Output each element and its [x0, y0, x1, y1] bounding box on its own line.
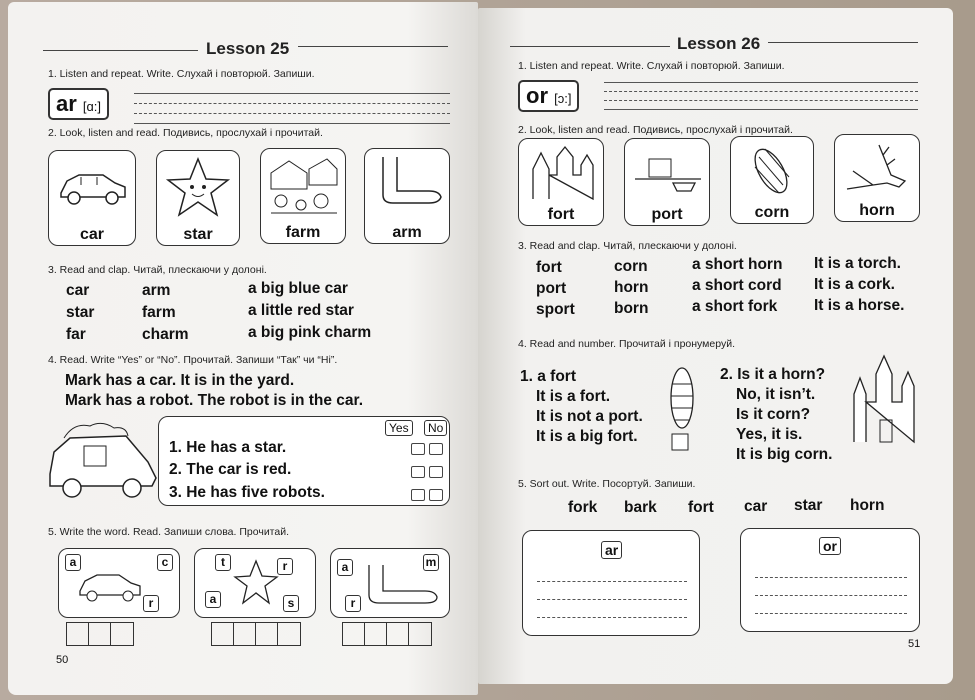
writing-line — [134, 93, 450, 94]
writing-line[interactable] — [537, 617, 687, 618]
left-page — [8, 2, 478, 695]
picture-star — [156, 150, 240, 246]
letter-tile: r — [277, 558, 293, 575]
deer-icon — [843, 141, 913, 199]
picture-arm — [364, 148, 450, 244]
reading-line: 2. Is it a horn? — [720, 366, 826, 383]
task-4-instruction: 4. Read and number. Прочитай і пронумеруй. — [518, 338, 735, 350]
letter-tile: t — [215, 554, 231, 571]
sound-letters: ar — [56, 91, 77, 116]
picture-caption: horn — [859, 202, 895, 219]
writing-line — [134, 103, 450, 104]
sound-box — [518, 80, 579, 112]
letter-tile: s — [283, 595, 299, 612]
writing-line[interactable] — [537, 599, 687, 600]
letter-tile: r — [345, 595, 361, 612]
arm-icon — [365, 561, 441, 611]
picture-caption: fort — [547, 206, 575, 223]
word: charm — [142, 326, 189, 343]
letter-tile: m — [423, 554, 439, 571]
reading-line: It is a fort. — [536, 388, 611, 405]
reading-line: No, it isn’t. — [736, 386, 816, 403]
sort-word: car — [744, 498, 768, 515]
sound-ipa: [ɑ:] — [82, 99, 101, 114]
phrase: a short cord — [692, 277, 782, 294]
phrase: a little red star — [248, 302, 354, 319]
reading-line: Yes, it is. — [736, 426, 803, 443]
farm-icon — [269, 155, 339, 219]
corn-icon — [660, 364, 704, 454]
picture-caption: port — [651, 206, 683, 223]
word: sport — [536, 301, 575, 318]
reading-line: Is it corn? — [736, 406, 811, 423]
statement: 2. The car is red. — [169, 461, 292, 478]
answer-checkbox[interactable] — [429, 466, 443, 478]
page-number: 50 — [56, 654, 69, 666]
letter-tile: a — [337, 559, 353, 576]
sound-letters: or — [526, 83, 548, 108]
picture-farm — [260, 148, 346, 244]
car-icon — [77, 565, 143, 605]
letter-tile: a — [205, 591, 221, 608]
picture-caption: farm — [285, 224, 321, 241]
sort-word: star — [794, 497, 823, 514]
letters-box-star — [194, 548, 316, 618]
picture-fort — [518, 138, 604, 226]
picture-caption: star — [183, 226, 213, 243]
word: star — [66, 304, 95, 321]
phrase: a short fork — [692, 298, 778, 315]
letter-tile: a — [65, 554, 81, 571]
task-2-instruction: 2. Look, listen and read. Подивись, прослухай і прочитай. — [518, 124, 793, 136]
corn-icon — [739, 143, 807, 201]
word: born — [614, 300, 649, 317]
answer-checkbox[interactable] — [411, 466, 425, 478]
writing-line — [604, 100, 918, 101]
divider — [510, 46, 670, 47]
writing-line — [134, 123, 450, 124]
letters-box-car — [58, 548, 180, 618]
yes-no-box — [158, 416, 450, 506]
sort-word: bark — [624, 499, 657, 516]
port-icon — [633, 145, 703, 201]
task-4-instruction: 4. Read. Write “Yes” or “No”. Прочитай. Запиши “Так” чи “Ні”. — [48, 354, 338, 366]
yes-label: Yes — [385, 420, 413, 436]
task-3-instruction: 3. Read and clap. Читай, плескаючи у долоні. — [518, 240, 737, 252]
picture-port — [624, 138, 710, 226]
story-sentence: Mark has a robot. The robot is in the car. — [65, 392, 364, 409]
writing-line[interactable] — [755, 595, 907, 596]
sort-label: or — [819, 537, 841, 555]
writing-line[interactable] — [755, 577, 907, 578]
task-2-instruction: 2. Look, listen and read. Подивись, прослухай і прочитай. — [48, 127, 323, 139]
picture-caption: car — [79, 226, 105, 243]
picture-car — [48, 150, 136, 246]
answer-cells[interactable] — [66, 622, 134, 646]
phrase: a short horn — [692, 256, 783, 273]
castle-icon — [527, 145, 597, 201]
word: corn — [614, 258, 648, 275]
answer-checkbox[interactable] — [411, 443, 425, 455]
sort-word: fork — [568, 499, 598, 516]
sort-label: ar — [601, 541, 622, 559]
answer-checkbox[interactable] — [411, 489, 425, 501]
sort-box-or — [740, 528, 920, 632]
picture-horn — [834, 134, 920, 222]
task-1-instruction: 1. Listen and repeat. Write. Слухай і повторюй. Запиши. — [48, 68, 315, 80]
divider — [768, 42, 918, 43]
page-number: 51 — [908, 638, 921, 650]
right-page — [478, 8, 953, 684]
answer-cells[interactable] — [342, 622, 432, 646]
reading-line: It is not a port. — [536, 408, 643, 425]
lesson-title: Lesson 26 — [677, 34, 761, 53]
task-5-instruction: 5. Write the word. Read. Запиши слова. Прочитай. — [48, 526, 289, 538]
letters-box-arm — [330, 548, 450, 618]
word: horn — [614, 279, 649, 296]
answer-checkbox[interactable] — [429, 443, 443, 455]
lesson-title: Lesson 25 — [206, 39, 290, 58]
sound-box — [48, 88, 109, 120]
arm-icon — [373, 155, 445, 215]
sort-box-ar — [522, 530, 700, 636]
story-sentence: Mark has a car. It is in the yard. — [65, 372, 295, 389]
answer-cells[interactable] — [211, 622, 301, 646]
writing-line — [604, 82, 918, 83]
statement: 1. He has a star. — [169, 439, 287, 456]
sound-ipa: [ɔ:] — [554, 91, 572, 106]
statement: 3. He has five robots. — [169, 484, 325, 501]
phrase: a big pink charm — [248, 324, 372, 341]
star-icon — [165, 157, 231, 217]
writing-line — [604, 109, 918, 110]
star-icon — [233, 559, 279, 605]
task-5-instruction: 5. Sort out. Write. Посортуй. Запиши. — [518, 478, 696, 490]
writing-line — [604, 91, 918, 92]
sentence: It is a torch. — [814, 255, 901, 272]
writing-line — [134, 113, 450, 114]
reading-line: It is big corn. — [736, 446, 833, 463]
sentence: It is a cork. — [814, 276, 895, 293]
sort-word: horn — [850, 497, 885, 514]
no-label: No — [424, 420, 447, 436]
word: port — [536, 280, 567, 297]
word: farm — [142, 304, 176, 321]
word: car — [66, 282, 90, 299]
word: fort — [536, 259, 562, 276]
car-with-robot-icon — [44, 418, 162, 502]
reading-line: It is a big fort. — [536, 428, 638, 445]
castle-icon — [846, 348, 926, 444]
task-1-instruction: 1. Listen and repeat. Write. Слухай і повторюй. Запиши. — [518, 60, 785, 72]
divider — [43, 50, 198, 51]
picture-caption: arm — [392, 224, 422, 241]
phrase: a big blue car — [248, 280, 348, 297]
task-3-instruction: 3. Read and clap. Читай, плескаючи у долоні. — [48, 264, 267, 276]
word: arm — [142, 282, 171, 299]
reading-line: 1. a fort — [520, 368, 576, 385]
answer-checkbox[interactable] — [429, 489, 443, 501]
sort-word: fort — [688, 499, 714, 516]
divider — [298, 46, 448, 47]
writing-line[interactable] — [755, 613, 907, 614]
letter-tile: r — [143, 595, 159, 612]
picture-corn — [730, 136, 814, 224]
sentence: It is a horse. — [814, 297, 905, 314]
word: far — [66, 326, 86, 343]
picture-caption: corn — [754, 204, 790, 221]
car-icon — [57, 157, 129, 213]
writing-line[interactable] — [537, 581, 687, 582]
letter-tile: c — [157, 554, 173, 571]
